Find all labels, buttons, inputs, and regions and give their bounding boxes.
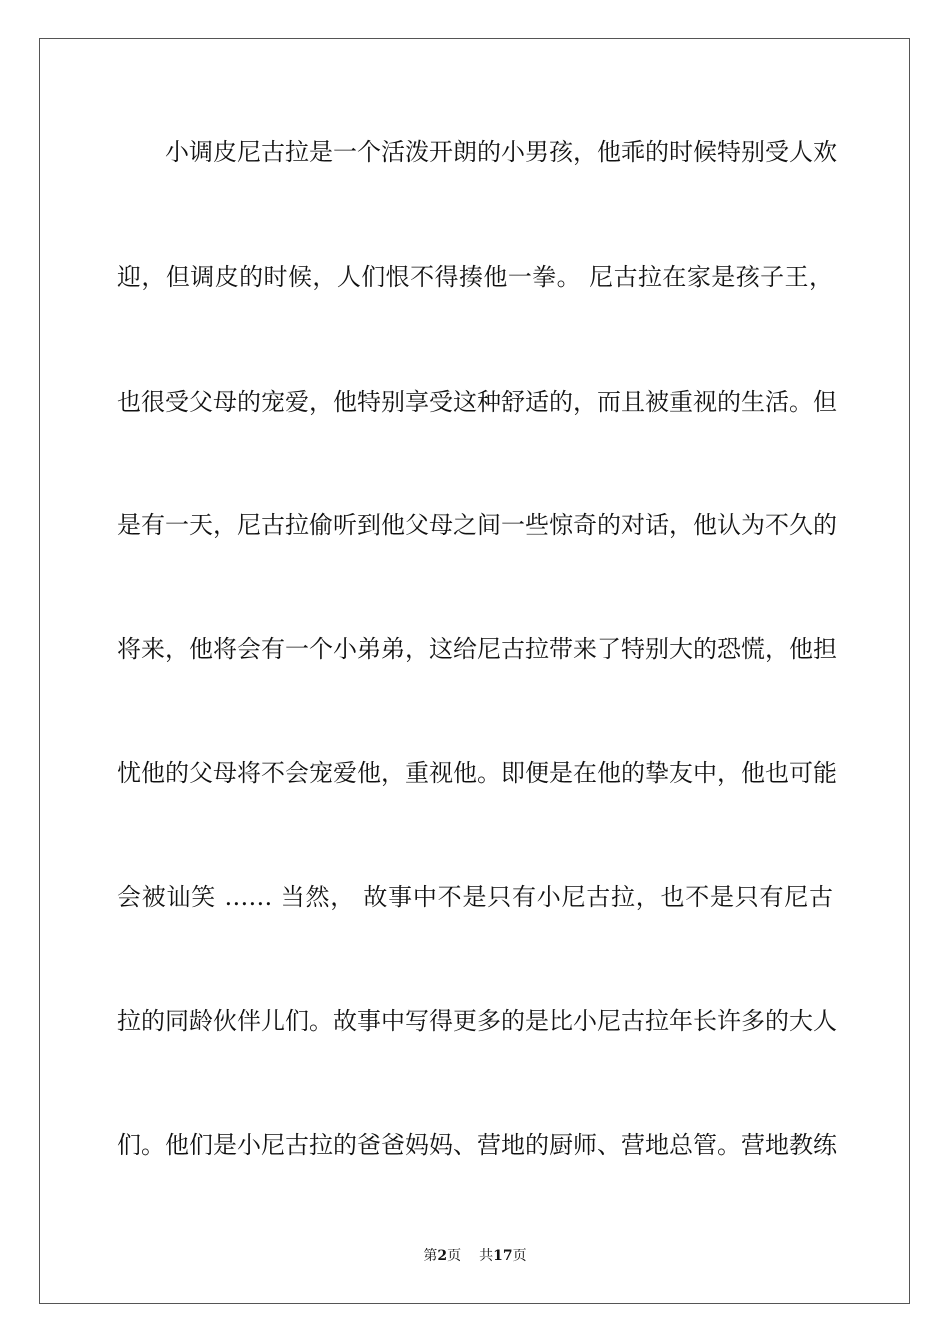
- text-line-4: 是有一天，尼古拉偷听到他父母之间一些惊奇的对话，他认为不久的: [117, 511, 837, 539]
- text-line-7: 会被讪笑 …… 当然， 故事中不是只有小尼古拉，也不是只有尼古: [117, 883, 833, 911]
- page-number: 2: [437, 1248, 448, 1264]
- page-footer: [0, 1247, 950, 1265]
- page-prefix: 第: [423, 1248, 438, 1264]
- text-line-2: 迎，但调皮的时候，人们恨不得揍他一拳。 尼古拉在家是孩子王，: [117, 263, 833, 291]
- text-line-5: 将来，他将会有一个小弟弟，这给尼古拉带来了特别大的恐慌，他担: [117, 635, 837, 663]
- text-line-3: 也很受父母的宠爱，他特别享受这种舒适的，而且被重视的生活。但: [117, 388, 837, 416]
- total-pages: 17: [493, 1248, 513, 1264]
- total-prefix: 共: [479, 1248, 494, 1264]
- text-line-9: 们。他们是小尼古拉的爸爸妈妈、营地的厨师、营地总管。营地教练: [117, 1131, 837, 1159]
- page-border: [39, 38, 910, 1304]
- text-line-1: 小调皮尼古拉是一个活泼开朗的小男孩，他乖的时候特别受人欢: [165, 138, 837, 166]
- text-line-8: 拉的同龄伙伴儿们。故事中写得更多的是比小尼古拉年长许多的大人: [117, 1007, 837, 1035]
- page-suffix: 页: [447, 1248, 462, 1264]
- total-suffix: 页: [512, 1248, 527, 1264]
- text-line-6: 忧他的父母将不会宠爱他，重视他。即便是在他的挚友中，他也可能: [117, 759, 837, 787]
